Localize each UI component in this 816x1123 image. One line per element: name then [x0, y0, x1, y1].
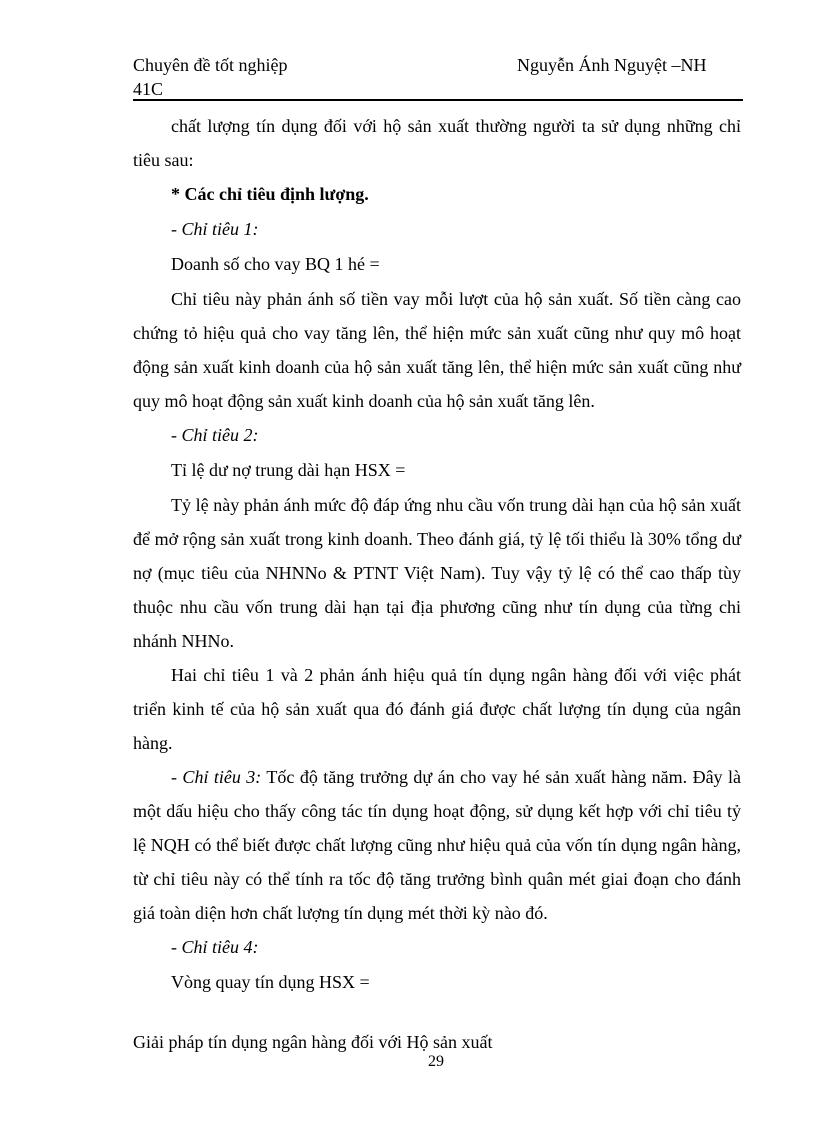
indicator-1-label: - Chỉ tiêu 1:	[171, 219, 259, 239]
header-author: Nguyễn Ánh Nguyệt –NH	[517, 55, 707, 75]
paragraph-summary-1-2: Hai chỉ tiêu 1 và 2 phản ánh hiệu quả tín dụng ngân hàng đối với việc phát triển kinh tế của hộ sản xuất qua đó đánh giá được chất lượng tín dụng của ngân hàng.	[133, 665, 741, 753]
paragraph-indicator-3	[133, 760, 741, 930]
indicator-3-text: Tốc độ tăng trưởng dự án cho vay hé sản xuất hàng năm. Đây là một dấu hiệu cho thấy công tác tín dụng hoạt động, sử dụng kết hợp với chỉ tiêu tỷ lệ NQH có thể biết được chất lượng cũng như hiệu quả của vốn tín dụng ngân hàng, từ chỉ tiêu này có thể tính ra tốc độ tăng trưởng bình quân mét giai đoạn cho đánh giá toàn diện hơn chất lượng tín dụng mét thời kỳ nào đó.	[133, 767, 741, 923]
page-body	[133, 109, 741, 1000]
paragraph-indicator-2: Tỷ lệ này phản ánh mức độ đáp ứng nhu cầu vốn trung dài hạn của hộ sản xuất để mở rộng sản xuất trong kinh doanh. Theo đánh giá, tỷ lệ tối thiểu là 30% tổng dư nợ (mục tiêu của NHNNo & PTNT Việt Nam). Tuy vậy tỷ lệ có thể cao thấp tùy thuộc nhu cầu vốn trung dài hạn tại địa phương cũng như tín dụng của từng chi nhánh NHNo.	[133, 495, 741, 651]
paragraph-intro: chất lượng tín dụng đối với hộ sản xuất thường người ta sử dụng những chỉ tiêu sau:	[133, 116, 741, 170]
page-header-left	[133, 53, 287, 101]
paragraph-indicator-1: Chỉ tiêu này phản ánh số tiền vay mỗi lượt của hộ sản xuất. Số tiền càng cao chứng tỏ hiệu quả cho vay tăng lên, thể hiện mức sản xuất cũng như quy mô hoạt động sản xuất kinh doanh của hộ sản xuất tăng lên, thể hiện mức sản xuất cũng như quy mô hoạt động sản xuất kinh doanh của hộ sản xuất tăng lên.	[133, 289, 741, 411]
indicator-2-label: - Chỉ tiêu 2:	[171, 425, 259, 445]
indicator-1-formula: Doanh số cho vay BQ 1 hé =	[171, 254, 380, 274]
indicator-2-formula: Tỉ lệ dư nợ trung dài hạn HSX =	[171, 460, 406, 480]
indicator-4-formula: Vòng quay tín dụng HSX =	[171, 972, 370, 992]
header-document-title: Chuyên đề tốt nghiệp	[133, 55, 288, 75]
page-number: 29	[428, 1053, 444, 1070]
header-class-code: 41C	[133, 79, 164, 99]
header-divider	[133, 99, 743, 101]
section-heading-quantitative: * Các chỉ tiêu định lượng.	[171, 184, 369, 204]
indicator-4-label: - Chỉ tiêu 4:	[171, 937, 259, 957]
footer-title: Giải pháp tín dụng ngân hàng đối với Hộ sản xuất	[133, 1032, 493, 1052]
indicator-3-label: - Chỉ tiêu 3:	[171, 767, 262, 787]
